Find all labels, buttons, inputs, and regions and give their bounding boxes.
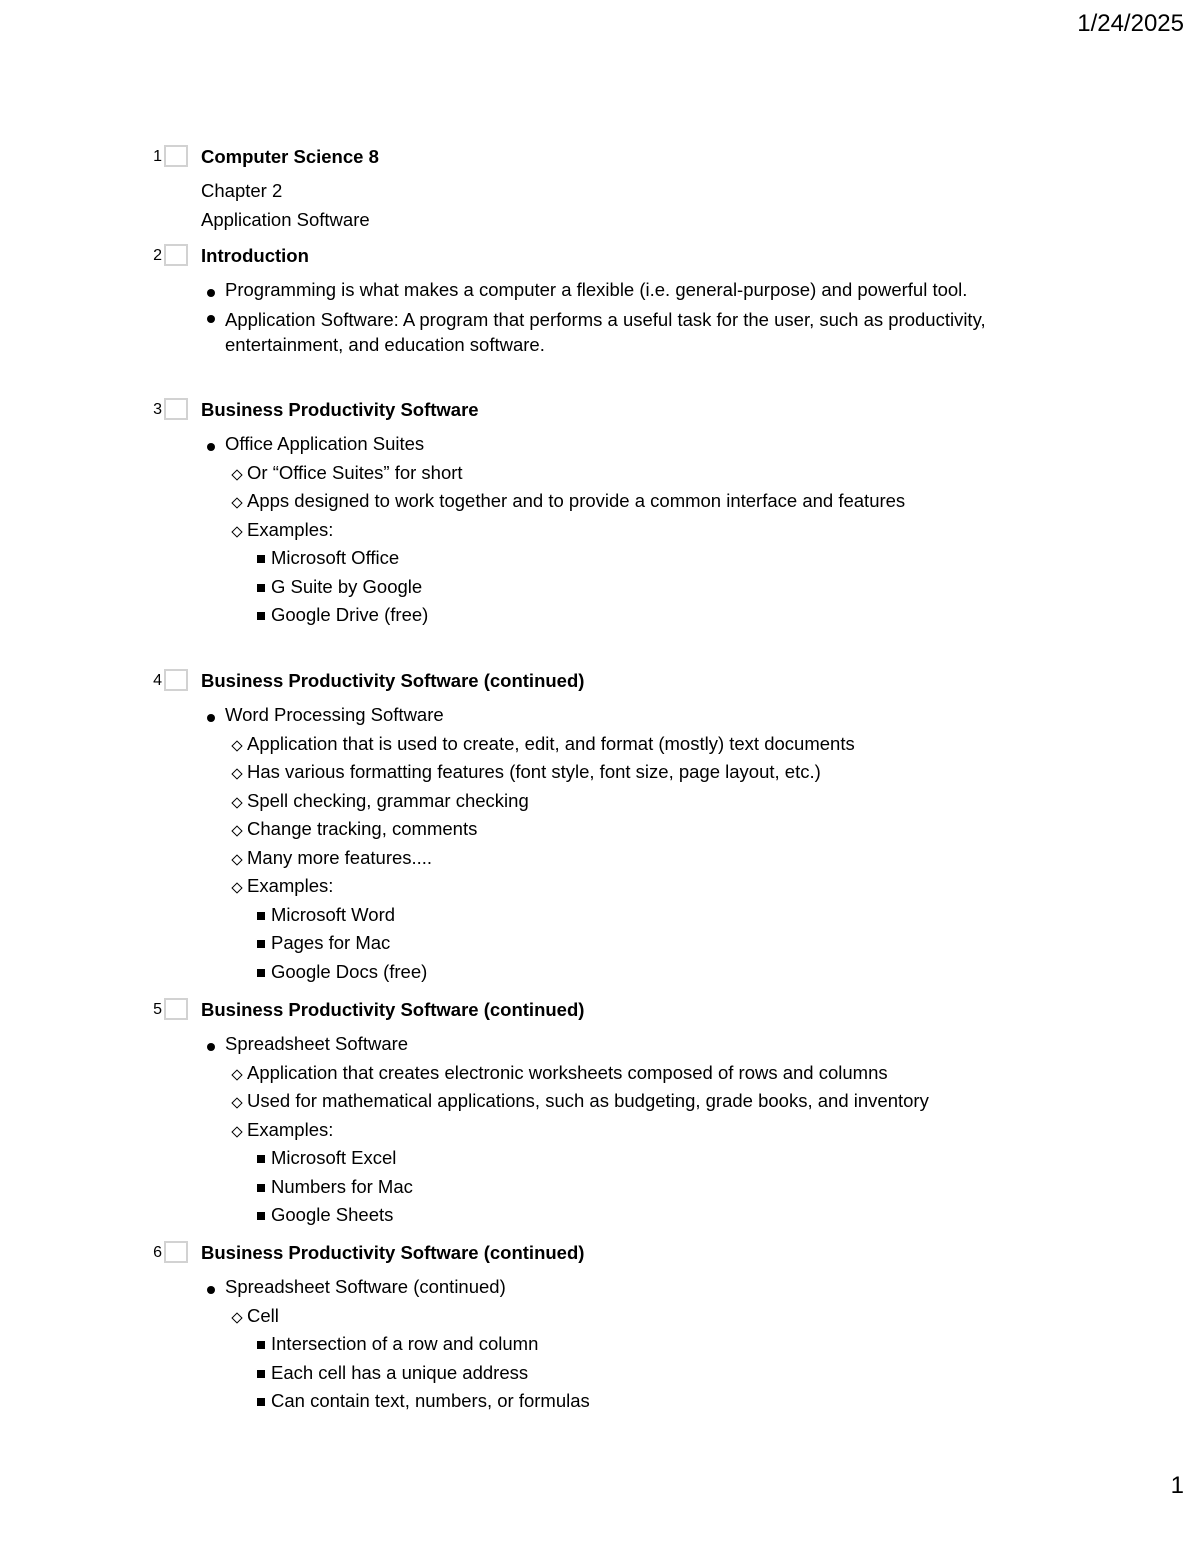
sub-bullet-item: Change tracking, comments bbox=[201, 815, 1150, 844]
bullet-dot-icon bbox=[207, 1043, 215, 1051]
slide-thumbnail[interactable] bbox=[164, 244, 188, 266]
sub-sub-bullet-item: Microsoft Office bbox=[201, 544, 1150, 573]
slide-thumbnail[interactable] bbox=[164, 998, 188, 1020]
text-line: Application Software bbox=[201, 208, 370, 230]
diamond-bullet-icon bbox=[231, 797, 242, 808]
sub-bullet-item: Many more features.... bbox=[201, 844, 1150, 873]
sub-bullet-item: Examples: bbox=[201, 872, 1150, 901]
square-bullet-icon bbox=[257, 555, 265, 563]
bullet-dot-icon bbox=[207, 289, 215, 297]
diamond-bullet-icon bbox=[231, 882, 242, 893]
page-number: 1 bbox=[1170, 1472, 1184, 1499]
slide-thumbnail[interactable] bbox=[164, 398, 188, 420]
bullet-item: Programming is what makes a computer a flexible (i.e. general-purpose) and powerful tool. bbox=[201, 276, 1150, 305]
diamond-bullet-icon bbox=[231, 1069, 242, 1080]
bullet-dot-icon bbox=[207, 315, 215, 323]
sub-bullet-item: Examples: bbox=[201, 516, 1150, 545]
diamond-bullet-icon bbox=[231, 1097, 242, 1108]
sub-sub-bullet-item: Intersection of a row and column bbox=[201, 1330, 1150, 1359]
diamond-bullet-icon bbox=[231, 768, 242, 779]
square-bullet-icon bbox=[257, 1155, 265, 1163]
sub-sub-bullet-item: Microsoft Excel bbox=[201, 1144, 1150, 1173]
slide-number: 3 bbox=[153, 401, 162, 418]
square-bullet-icon bbox=[257, 1212, 265, 1220]
slide-number: 2 bbox=[153, 247, 162, 264]
slide-number: 5 bbox=[153, 1001, 162, 1018]
bullet-dot-icon bbox=[207, 443, 215, 451]
sub-bullet-item: Spell checking, grammar checking bbox=[201, 787, 1150, 816]
diamond-bullet-icon bbox=[231, 469, 242, 480]
slide-title: Computer Science 8 bbox=[201, 146, 379, 167]
sub-sub-bullet-item: Pages for Mac bbox=[201, 929, 1150, 958]
square-bullet-icon bbox=[257, 612, 265, 620]
slide-number: 4 bbox=[153, 672, 162, 689]
sub-bullet-item: Application that creates electronic worksheets composed of rows and columns bbox=[201, 1059, 1150, 1088]
bullet-item: Word Processing Software bbox=[201, 701, 1150, 730]
sub-bullet-item: Has various formatting features (font style, font size, page layout, etc.) bbox=[201, 758, 1150, 787]
slide-thumbnail[interactable] bbox=[164, 669, 188, 691]
square-bullet-icon bbox=[257, 1398, 265, 1406]
sub-bullet-item: Or “Office Suites” for short bbox=[201, 459, 1150, 488]
sub-sub-bullet-item: Numbers for Mac bbox=[201, 1173, 1150, 1202]
sub-sub-bullet-item: Google Drive (free) bbox=[201, 601, 1150, 630]
sub-sub-bullet-item: Microsoft Word bbox=[201, 901, 1150, 930]
bullet-dot-icon bbox=[207, 1286, 215, 1294]
slide-thumbnail[interactable] bbox=[164, 145, 188, 167]
diamond-bullet-icon bbox=[231, 825, 242, 836]
slide-title: Introduction bbox=[201, 245, 309, 266]
square-bullet-icon bbox=[257, 940, 265, 948]
square-bullet-icon bbox=[257, 912, 265, 920]
slide-number: 1 bbox=[153, 148, 162, 165]
print-date: 1/24/2025 bbox=[1077, 10, 1184, 37]
slide-thumbnail[interactable] bbox=[164, 1241, 188, 1263]
square-bullet-icon bbox=[257, 969, 265, 977]
sub-bullet-item: Application that is used to create, edit, and format (mostly) text documents bbox=[201, 730, 1150, 759]
diamond-bullet-icon bbox=[231, 526, 242, 537]
slide-title: Business Productivity Software (continued) bbox=[201, 1242, 585, 1263]
sub-sub-bullet-item: Can contain text, numbers, or formulas bbox=[201, 1387, 1150, 1416]
bullet-item: Spreadsheet Software (continued) bbox=[201, 1273, 1150, 1302]
bullet-dot-icon bbox=[207, 714, 215, 722]
sub-bullet-item: Examples: bbox=[201, 1116, 1150, 1145]
text-line: Chapter 2 bbox=[201, 180, 283, 201]
slide-number: 6 bbox=[153, 1244, 162, 1261]
slide-title: Business Productivity Software (continued) bbox=[201, 999, 585, 1020]
bullet-item: Spreadsheet Software bbox=[201, 1030, 1150, 1059]
square-bullet-icon bbox=[257, 1341, 265, 1349]
bullet-item: Application Software: A program that performs a useful task for the user, such as productivity, entertainment, and education software. bbox=[201, 305, 1045, 361]
sub-sub-bullet-item: G Suite by Google bbox=[201, 573, 1150, 602]
sub-sub-bullet-item: Each cell has a unique address bbox=[201, 1359, 1150, 1388]
sub-sub-bullet-item: Google Docs (free) bbox=[201, 958, 1150, 987]
sub-bullet-item: Used for mathematical applications, such as budgeting, grade books, and inventory bbox=[201, 1087, 1150, 1116]
diamond-bullet-icon bbox=[231, 497, 242, 508]
slide-title: Business Productivity Software bbox=[201, 399, 479, 420]
diamond-bullet-icon bbox=[231, 740, 242, 751]
square-bullet-icon bbox=[257, 1370, 265, 1378]
slide-title: Business Productivity Software (continued) bbox=[201, 670, 585, 691]
square-bullet-icon bbox=[257, 584, 265, 592]
sub-bullet-item: Apps designed to work together and to provide a common interface and features bbox=[201, 487, 1150, 516]
diamond-bullet-icon bbox=[231, 854, 242, 865]
diamond-bullet-icon bbox=[231, 1312, 242, 1323]
sub-bullet-item: Cell bbox=[201, 1302, 1150, 1331]
square-bullet-icon bbox=[257, 1184, 265, 1192]
sub-sub-bullet-item: Google Sheets bbox=[201, 1201, 1150, 1230]
bullet-item: Office Application Suites bbox=[201, 430, 1150, 459]
diamond-bullet-icon bbox=[231, 1126, 242, 1137]
